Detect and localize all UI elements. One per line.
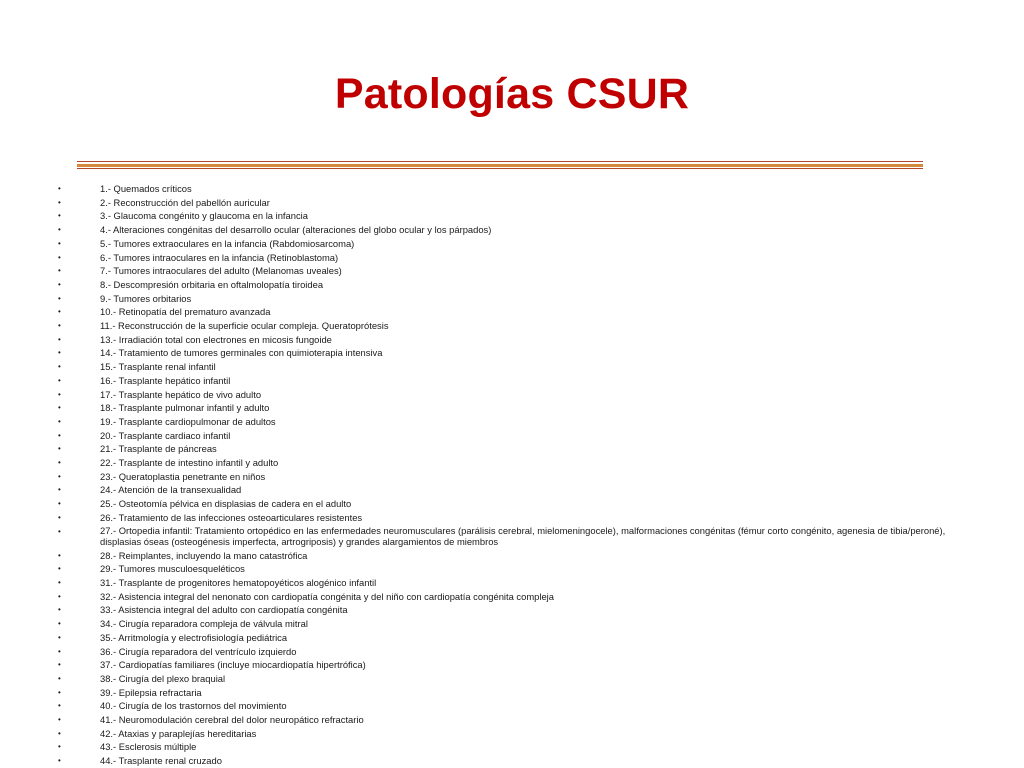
list-item-text: 15.- Trasplante renal infantil	[100, 361, 216, 373]
bullet-icon: •	[58, 591, 61, 601]
bullet-icon: •	[58, 375, 61, 385]
bullet-icon: •	[58, 252, 61, 262]
list-item	[58, 497, 970, 511]
bullet-icon: •	[58, 279, 61, 289]
list-item-text: 36.- Cirugía reparadora del ventrículo izquierdo	[100, 645, 297, 657]
list-item-text: 39.- Epilepsia refractaria	[100, 686, 202, 698]
list-item-text: 4.- Alteraciones congénitas del desarrollo ocular (alteraciones del globo ocular y los párpados)	[100, 224, 492, 236]
list-item	[58, 590, 970, 604]
bullet-icon: •	[58, 646, 61, 656]
bullet-icon: •	[58, 471, 61, 481]
bullet-icon: •	[58, 619, 61, 629]
bullet-icon: •	[58, 550, 61, 560]
list-item-text: 28.- Reimplantes, incluyendo la mano catastrófica	[100, 549, 308, 561]
bullet-icon: •	[58, 321, 61, 331]
list-item-text: 33.- Asistencia integral del adulto con cardiopatía congénita	[100, 604, 348, 616]
list-item-text: 19.- Trasplante cardiopulmonar de adultos	[100, 415, 276, 427]
list-item-text: 37.- Cardiopatías familiares (incluye miocardiopatía hipertrófica)	[100, 659, 366, 671]
bullet-icon: •	[58, 444, 61, 454]
bullet-icon: •	[58, 715, 61, 725]
bullet-icon: •	[58, 211, 61, 221]
list-item	[58, 713, 970, 727]
list-item	[58, 645, 970, 659]
list-item-text: 42.- Ataxias y paraplejías hereditarias	[100, 727, 257, 739]
list-item	[58, 686, 970, 700]
list-item-text: 35.- Arritmología y electrofisiología pediátrica	[100, 631, 288, 643]
list-item	[58, 603, 970, 617]
bullet-icon: •	[58, 660, 61, 670]
bullet-icon: •	[58, 564, 61, 574]
list-item	[58, 727, 970, 741]
bullet-icon: •	[58, 577, 61, 587]
bullet-icon: •	[58, 728, 61, 738]
bullet-icon: •	[58, 742, 61, 752]
list-item	[58, 754, 970, 768]
list-item	[58, 429, 970, 443]
bullet-icon: •	[58, 307, 61, 317]
list-item-text: 41.- Neuromodulación cerebral del dolor neuropático refractario	[100, 714, 364, 726]
bullet-icon: •	[58, 485, 61, 495]
list-item-text: 6.- Tumores intraoculares en la infancia (Retinoblastoma)	[100, 251, 339, 263]
list-item	[58, 617, 970, 631]
list-item-text: 3.- Glaucoma congénito y glaucoma en la infancia	[100, 210, 308, 222]
list-item	[58, 196, 970, 210]
list-item	[58, 511, 970, 525]
list-item-text: 43.- Esclerosis múltiple	[100, 741, 197, 753]
bullet-icon: •	[58, 389, 61, 399]
title-divider-top-line	[77, 161, 923, 162]
bullet-icon: •	[58, 184, 61, 193]
bullet-icon: •	[58, 238, 61, 248]
list-item-text: 17.- Trasplante hepático de vivo adulto	[100, 388, 262, 400]
list-item	[58, 237, 970, 251]
list-item	[58, 264, 970, 278]
bullet-icon: •	[58, 756, 61, 766]
title-divider-thick-line	[77, 164, 923, 167]
list-item	[58, 631, 970, 645]
list-item	[58, 333, 970, 347]
list-item-text: 18.- Trasplante pulmonar infantil y adulto	[100, 402, 270, 414]
list-item	[58, 470, 970, 484]
list-item-text: 13.- Irradiación total con electrones en micosis fungoide	[100, 333, 332, 345]
list-item	[58, 251, 970, 265]
bullet-icon: •	[58, 526, 61, 536]
list-item-text: 14.- Tratamiento de tumores germinales con quimioterapia intensiva	[100, 347, 383, 359]
bullet-icon: •	[58, 348, 61, 358]
bullet-icon: •	[58, 362, 61, 372]
list-item-text: 44.- Trasplante renal cruzado	[100, 755, 222, 767]
list-item	[58, 672, 970, 686]
list-item-text: 7.- Tumores intraoculares del adulto (Melanomas uveales)	[100, 265, 342, 277]
list-item-text: 8.- Descompresión orbitaria en oftalmolopatía tiroidea	[100, 278, 324, 290]
list-item-text: 16.- Trasplante hepático infantil	[100, 374, 231, 386]
bullet-icon: •	[58, 605, 61, 615]
list-item	[58, 658, 970, 672]
list-item	[58, 442, 970, 456]
list-item-text: 1.- Quemados críticos	[100, 183, 192, 194]
list-item-text: 23.- Queratoplastia penetrante en niños	[100, 470, 266, 482]
pathology-list	[58, 182, 970, 768]
bullet-icon: •	[58, 687, 61, 697]
list-item	[58, 576, 970, 590]
slide-title: Patologías CSUR	[334, 70, 690, 118]
list-item	[58, 374, 970, 388]
list-item	[58, 525, 970, 549]
bullet-icon: •	[58, 430, 61, 440]
list-item-text: 26.- Tratamiento de las infecciones osteoarticulares resistentes	[100, 511, 363, 523]
list-item	[58, 319, 970, 333]
bullet-icon: •	[58, 416, 61, 426]
list-item	[58, 699, 970, 713]
list-item-text: 29.- Tumores musculoesqueléticos	[100, 563, 245, 575]
bullet-icon: •	[58, 266, 61, 276]
list-item	[58, 562, 970, 576]
list-item-text: 9.- Tumores orbitarios	[100, 292, 192, 304]
list-item	[58, 456, 970, 470]
bullet-icon: •	[58, 632, 61, 642]
list-item	[58, 292, 970, 306]
list-item-text: 38.- Cirugía del plexo braquial	[100, 672, 226, 684]
list-item	[58, 401, 970, 415]
list-item	[58, 740, 970, 754]
bullet-icon: •	[58, 673, 61, 683]
list-item-text: 31.- Trasplante de progenitores hematopoyéticos alogénico infantil	[100, 576, 377, 588]
list-item-text: 22.- Trasplante de intestino infantil y adulto	[100, 457, 279, 469]
list-item-text: 10.- Retinopatía del prematuro avanzada	[100, 306, 271, 318]
list-item-text: 24.- Atención de la transexualidad	[100, 484, 242, 496]
list-item	[58, 415, 970, 429]
bullet-icon: •	[58, 458, 61, 468]
list-item-text: 2.- Reconstrucción del pabellón auricular	[100, 196, 270, 208]
list-item-text: 34.- Cirugía reparadora compleja de válvula mitral	[100, 618, 308, 630]
bullet-icon: •	[58, 499, 61, 509]
list-item	[58, 209, 970, 223]
list-item-text: 32.- Asistencia integral del nenonato con cardiopatía congénita y del niño con cardiopatía congénita compleja	[100, 590, 554, 602]
list-item	[58, 223, 970, 237]
list-item-text: 5.- Tumores extraoculares en la infancia (Rabdomiosarcoma)	[100, 237, 355, 249]
bullet-icon: •	[58, 512, 61, 522]
list-item	[58, 278, 970, 292]
list-item-text: 40.- Cirugía de los trastornos del movimiento	[100, 700, 287, 712]
list-item	[58, 388, 970, 402]
bullet-icon: •	[58, 293, 61, 303]
list-item-text: 25.- Osteotomía pélvica en displasias de cadera en el adulto	[100, 498, 352, 510]
list-item-text: 11.- Reconstrucción de la superficie ocular compleja. Queratoprótesis	[100, 320, 389, 332]
list-item	[58, 549, 970, 563]
list-item	[58, 305, 970, 319]
list-item-text: 20.- Trasplante cardiaco infantil	[100, 429, 231, 441]
bullet-icon: •	[58, 701, 61, 711]
list-item-text: 21.- Trasplante de páncreas	[100, 443, 217, 455]
list-item	[58, 182, 970, 196]
bullet-icon: •	[58, 403, 61, 413]
bullet-icon: •	[58, 225, 61, 235]
list-item-text: 27.- Ortopedia infantil: Tratamiento ortopédico en las enfermedades neuromusculares (parálisis cerebral, mielomeningocele), malformaciones congénitas (fémur corto congénito, agenesia de tibia/peroné), displasias óseas (osteogénesis imperfecta, artrogriposis) y grandes alargamientos de miembros	[100, 525, 946, 547]
list-item	[58, 360, 970, 374]
bullet-icon: •	[58, 334, 61, 344]
title-divider-bottom-line	[77, 168, 923, 169]
list-item	[58, 483, 970, 497]
list-item	[58, 346, 970, 360]
bullet-icon: •	[58, 197, 61, 207]
